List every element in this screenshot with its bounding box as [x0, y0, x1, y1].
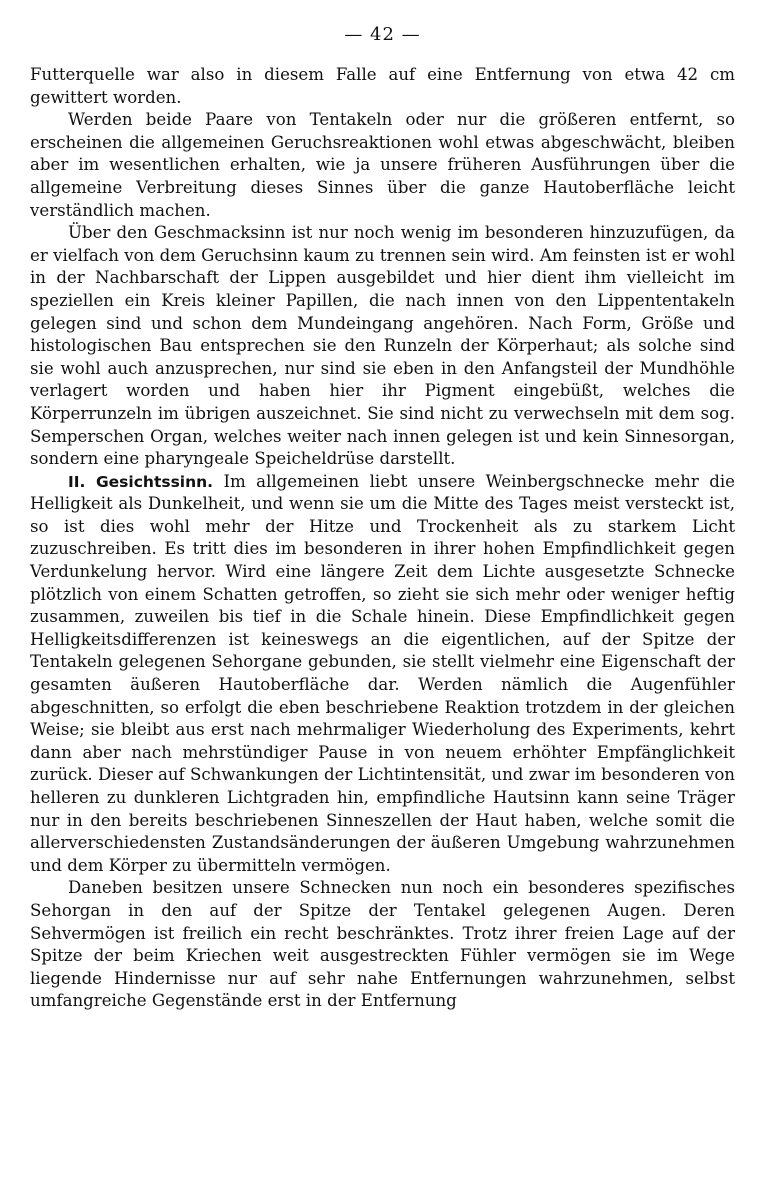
section-heading: II. Gesichtssinn. [68, 472, 214, 491]
paragraph-gesichtssinn [30, 471, 735, 878]
paragraph-geschmacksinn: Über den Geschmacksinn ist nur noch wenig im besonderen hinzuzufügen, da er vielfach von dem Geruchsinn kaum zu trennen sein wird. Am feinsten ist er wohl in der Nachbarschaft der Lippen ausgebildet und hier dient ihm vielleicht im speziellen ein Kreis kleiner Papillen, die nach innen von den Lippententakeln gelegen sind und schon dem Mundeingang angehören. Nach Form, Größe und histologischen Bau entsprechen sie den Runzeln der Körperhaut; als solche sind sie wohl auch anzusprechen, nur sind sie eben in den Anfangsteil der Mundhöhle verlagert worden und haben hier ihr Pigment eingebüßt, welches die Körperrunzeln im übrigen auszeichnet. Sie sind nicht zu verwechseln mit dem sog. Semperschen Organ, welches weiter nach innen gelegen ist und kein Sinnesorgan, sondern eine pharyngeale Speicheldrüse darstellt. [30, 223, 735, 469]
book-page [30, 22, 735, 1013]
paragraph-sehorgan: Daneben besitzen unsere Schnecken nun noch ein besonderes spezifisches Sehorgan in den auf der Spitze der Tentakel gelegenen Augen. Deren Sehvermögen ist freilich ein recht beschränktes. Trotz ihrer freien Lage auf der Spitze der beim Kriechen weit ausgestreckten Fühler vermögen sie im Wege liegende Hindernisse nur auf sehr nahe Entfernungen wahrzunehmen, selbst umfangreiche Gegenstände erst in der Entfernung [30, 878, 735, 1011]
paragraph-tentakeln: Werden beide Paare von Tentakeln oder nur die größeren entfernt, so erscheinen die allgemeinen Geruchsreaktionen wohl etwas abgeschwächt, bleiben aber im wesentlichen erhalten, wie ja unsere früheren Ausführungen über die allgemeine Verbreitung dieses Sinnes über die ganze Hautoberfläche leicht verständlich machen. [30, 110, 735, 220]
page-number: — 42 — [344, 24, 421, 45]
paragraph-futterquelle: Futterquelle war also in diesem Falle auf eine Entfernung von etwa 42 cm gewittert worden. [30, 65, 735, 107]
paragraph-gesichtssinn-text: Im allgemeinen liebt unsere Weinbergschnecke mehr die Helligkeit als Dunkelheit, und wenn sie um die Mitte des Tages meist versteckt ist, so ist dies wohl mehr der Hitze und Trockenheit als zu starkem Licht zuzuschreiben. Es tritt dies im besonderen in ihrer hohen Empfindlichkeit gegen Verdunkelung hervor. Wird eine längere Zeit dem Lichte ausgesetzte Schnecke plötzlich von einem Schatten getroffen, so zieht sie sich mehr oder weniger heftig zusammen, zuweilen bis tief in die Schale hinein. Diese Empfindlichkeit gegen Helligkeitsdifferenzen ist keineswegs an die eigentlichen, auf der Spitze der Tentakeln gelegenen Sehorgane gebunden, sie stellt vielmehr eine Eigenschaft der gesamten äußeren Hautoberfläche dar. Werden nämlich die Augenfühler abgeschnitten, so erfolgt die eben beschriebene Reaktion trotzdem in der gleichen Weise; sie bleibt aus erst nach mehrmaliger Wiederholung des Experiments, kehrt dann aber nach mehrstündiger Pause in von neuem erhöhter Empfänglichkeit zurück. Dieser auf Schwankungen der Lichtintensität, und zwar im besonderen von helleren zu dunkleren Lichtgraden hin, empfindliche Hautsinn kann seine Träger nur in den bereits beschriebenen Sinneszellen der Haut haben, welche somit die allerverschiedensten Zustandsänderungen der äußeren Umgebung wahrzunehmen und dem Körper zu übermitteln vermögen. [30, 471, 735, 875]
